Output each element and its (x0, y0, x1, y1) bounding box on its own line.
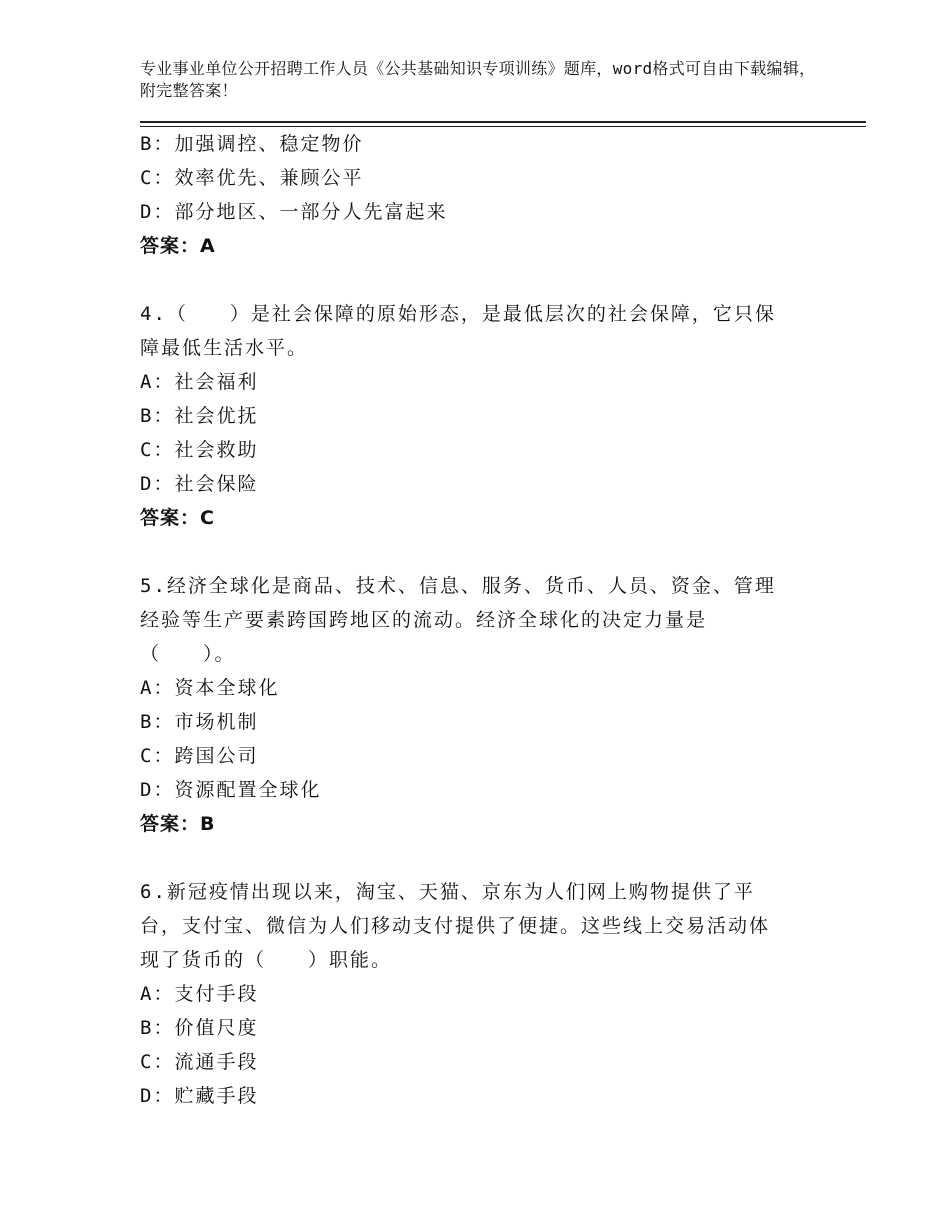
header-rule-thick (140, 121, 866, 123)
page-header: 专业事业单位公开招聘工作人员《公共基础知识专项训练》题库，word格式可自由下载编辑，附完整答案！ (140, 59, 816, 100)
question-5-stem-line-3: （ ）。 (140, 643, 236, 665)
question-6-option-c: C：流通手段 (140, 1051, 259, 1073)
question-6-stem-line-2: 台，支付宝、微信为人们移动支付提供了便捷。这些线上交易活动体 (140, 915, 771, 937)
question-4-stem-line-2: 障最低生活水平。 (140, 337, 309, 359)
question-5-stem-line-1: 5.经济全球化是商品、技术、信息、服务、货币、人员、资金、管理 (140, 575, 776, 597)
question-5-option-b: B：市场机制 (140, 711, 259, 733)
question-content (140, 127, 800, 1113)
question-5-stem-line-2: 经验等生产要素跨国跨地区的流动。经济全球化的决定力量是 (140, 609, 708, 631)
question-6-option-b: B：价值尺度 (140, 1017, 259, 1039)
question-4-option-c: C：社会救助 (140, 439, 259, 461)
question-5-option-a: A：资本全球化 (140, 677, 280, 699)
option-d: D：部分地区、一部分人先富起来 (140, 201, 448, 223)
answer-label: 答案：A (140, 235, 216, 257)
question-4-answer: 答案：C (140, 507, 215, 529)
question-6-option-d: D：贮藏手段 (140, 1085, 259, 1107)
question-4-option-b: B：社会优抚 (140, 405, 259, 427)
question-6-stem-line-1: 6.新冠疫情出现以来，淘宝、天猫、京东为人们网上购物提供了平 (140, 881, 755, 903)
question-5-option-d: D：资源配置全球化 (140, 779, 322, 801)
question-4-stem-line-1: 4.（ ）是社会保障的原始形态，是最低层次的社会保障，它只保 (140, 303, 776, 325)
question-4-option-a: A：社会福利 (140, 371, 259, 393)
question-6-stem-line-3: 现了货币的（ ）职能。 (140, 949, 393, 971)
option-b: B：加强调控、稳定物价 (140, 133, 364, 155)
option-c: C：效率优先、兼顾公平 (140, 167, 364, 189)
question-5-option-c: C：跨国公司 (140, 745, 259, 767)
question-5-answer: 答案：B (140, 813, 216, 835)
question-6-option-a: A：支付手段 (140, 983, 259, 1005)
question-4-option-d: D：社会保险 (140, 473, 259, 495)
